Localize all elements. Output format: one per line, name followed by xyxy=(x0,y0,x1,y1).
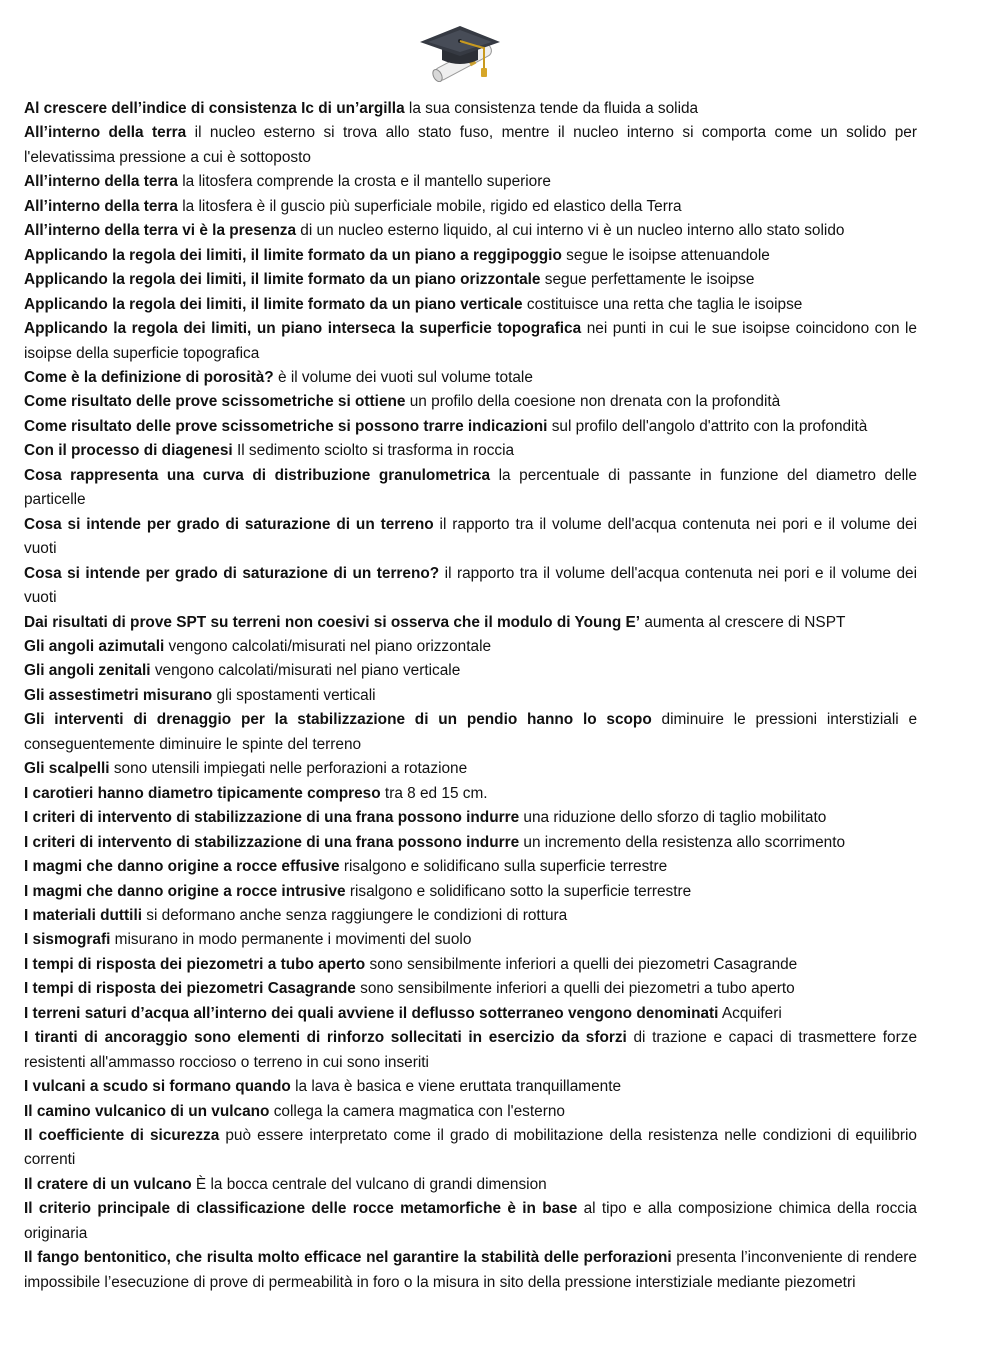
question-text: I carotieri hanno diametro tipicamente compreso xyxy=(24,784,381,802)
question-text: Applicando la regola dei limiti, un piano interseca la superficie topografica xyxy=(24,320,582,338)
answer-text: un profilo della coesione non drenata con la profondità xyxy=(405,393,781,411)
question-text: Cosa rappresenta una curva di distribuzione granulometrica xyxy=(24,466,491,484)
qa-item xyxy=(24,708,917,757)
answer-text: Acquiferi xyxy=(718,1004,782,1022)
qa-item xyxy=(24,244,917,268)
answer-text: È la bocca centrale del vulcano di grandi dimension xyxy=(191,1175,547,1193)
answer-text: presenta l’inconveniente di rendere impossibile l’esecuzione di prove di permeabilità in foro o la misura in sito della pressione interstiziale mediante piezometri xyxy=(24,1249,917,1291)
question-text: I tempi di risposta dei piezometri a tubo aperto xyxy=(24,955,366,973)
question-text: I materiali duttili xyxy=(24,906,143,924)
qa-item xyxy=(24,317,917,366)
answer-text: la sua consistenza tende da fluida a solida xyxy=(404,100,699,117)
question-text: All’interno della terra xyxy=(24,173,178,191)
answer-text: sono sensibilmente inferiori a quelli dei piezometri Casagrande xyxy=(365,955,798,973)
qa-item xyxy=(24,904,917,928)
question-text: Come è la definizione di porosità? xyxy=(24,368,274,386)
question-text: I vulcani a scudo si formano quando xyxy=(24,1078,291,1096)
qa-item xyxy=(24,366,917,390)
question-text: I sismografi xyxy=(24,931,111,949)
question-text: Gli angoli azimutali xyxy=(24,637,165,655)
question-text: I magmi che danno origine a rocce intrusive xyxy=(24,882,346,900)
question-answer-list xyxy=(24,97,917,1295)
answer-text: la litosfera comprende la crosta e il mantello superiore xyxy=(177,173,551,191)
question-text: Cosa si intende per grado di saturazione di un terreno xyxy=(24,515,434,533)
qa-item xyxy=(24,684,917,708)
answer-text: è il volume dei vuoti sul volume totale xyxy=(273,368,533,386)
answer-text: sul profilo dell'angolo d'attrito con la profondità xyxy=(547,417,868,435)
question-text: Come risultato delle prove scissometriche si ottiene xyxy=(24,393,406,411)
question-text: Gli scalpelli xyxy=(24,760,110,778)
question-text: I criteri di intervento di stabilizzazione di una frana possono indurre xyxy=(24,809,520,827)
qa-item xyxy=(24,1173,917,1197)
qa-item xyxy=(24,464,917,513)
question-text: Al crescere dell’indice di consistenza Ic di un’argilla xyxy=(24,100,405,117)
question-text: I magmi che danno origine a rocce effusive xyxy=(24,858,340,876)
question-text: Il coefficiente di sicurezza xyxy=(24,1127,220,1145)
question-text: Il criterio principale di classificazione delle rocce metamorfiche è in base xyxy=(24,1200,578,1218)
answer-text: il rapporto tra il volume dell'acqua contenuta nei pori e il volume dei vuoti xyxy=(24,564,917,607)
answer-text: sono sensibilmente inferiori a quelli dei piezometri a tubo aperto xyxy=(355,980,795,998)
answer-text: la litosfera è il guscio più superficiale mobile, rigido ed elastico della Terra xyxy=(177,197,682,215)
question-text: Come risultato delle prove scissometriche si possono trarre indicazioni xyxy=(24,417,548,435)
qa-item xyxy=(24,757,917,781)
qa-item xyxy=(24,268,917,292)
answer-text: può essere interpretato come il grado di mobilitazione della resistenza nelle condizioni di equilibrio correnti xyxy=(24,1127,917,1169)
graduation-cap-icon xyxy=(418,22,502,82)
question-text: All’interno della terra xyxy=(24,124,187,142)
question-text: Il fango bentonitico, che risulta molto efficace nel garantire la stabilità delle perforazioni xyxy=(24,1249,672,1267)
answer-text: tra 8 ed 15 cm. xyxy=(380,784,488,802)
answer-text: gli spostamenti verticali xyxy=(212,686,376,704)
answer-text: diminuire le pressioni interstiziali e conseguentemente diminuire le spinte del terreno xyxy=(24,711,917,753)
answer-text: risalgono e solidificano sotto la superficie terrestre xyxy=(345,882,692,900)
question-text: Il camino vulcanico di un vulcano xyxy=(24,1102,270,1120)
qa-item xyxy=(24,1124,917,1173)
question-text: Cosa si intende per grado di saturazione di un terreno? xyxy=(24,564,440,582)
question-text: I criteri di intervento di stabilizzazione di una frana possono indurre xyxy=(24,833,520,851)
answer-text: collega la camera magmatica con l'esterno xyxy=(269,1102,565,1120)
answer-text: aumenta al crescere di NSPT xyxy=(640,613,846,631)
qa-item xyxy=(24,439,917,463)
question-text: Il cratere di un vulcano xyxy=(24,1175,192,1193)
question-text: I tempi di risposta dei piezometri Casagrande xyxy=(24,980,356,998)
question-text: All’interno della terra xyxy=(24,197,178,215)
question-text: Applicando la regola dei limiti, il limite formato da un piano a reggipoggio xyxy=(24,246,562,264)
answer-text: costituisce una retta che taglia le isoipse xyxy=(522,295,803,313)
qa-item xyxy=(24,635,917,659)
answer-text: vengono calcolati/misurati nel piano orizzontale xyxy=(164,637,492,655)
question-text: Dai risultati di prove SPT su terreni non coesivi si osserva che il modulo di Young E’ xyxy=(24,613,641,631)
qa-item xyxy=(24,1100,917,1124)
qa-item xyxy=(24,219,917,243)
answer-text: risalgono e solidificano sulla superficie terrestre xyxy=(339,858,668,876)
qa-item xyxy=(24,1246,917,1295)
answer-text: un incremento della resistenza allo scorrimento xyxy=(519,833,846,851)
answer-text: la percentuale di passante in funzione del diametro delle particelle xyxy=(24,466,917,509)
qa-item xyxy=(24,855,917,879)
question-text: Applicando la regola dei limiti, il limite formato da un piano verticale xyxy=(24,295,523,313)
qa-item xyxy=(24,121,917,170)
answer-text: si deformano anche senza raggiungere le condizioni di rottura xyxy=(142,906,568,924)
qa-item xyxy=(24,831,917,855)
answer-text: nei punti in cui le sue isoipse coincidono con le isoipse della superficie topografica xyxy=(24,320,917,362)
answer-text: una riduzione dello sforzo di taglio mobilitato xyxy=(519,809,827,827)
answer-text: Il sedimento sciolto si trasforma in roccia xyxy=(232,442,515,460)
qa-item xyxy=(24,1075,917,1099)
answer-text: segue perfettamente le isoipse xyxy=(540,271,755,289)
qa-item xyxy=(24,415,917,439)
qa-item xyxy=(24,170,917,194)
qa-item xyxy=(24,928,917,952)
question-text: Con il processo di diagenesi xyxy=(24,442,233,460)
answer-text: al tipo e alla composizione chimica della roccia originaria xyxy=(24,1200,917,1242)
qa-item xyxy=(24,293,917,317)
qa-item xyxy=(24,1197,917,1246)
answer-text: il nucleo esterno si trova allo stato fuso, mentre il nucleo interno si comporta come un solido per l'elevatissima pressione a cui è sottoposto xyxy=(24,124,917,166)
answer-text: la lava è basica e viene eruttata tranquillamente xyxy=(290,1078,622,1096)
answer-text: di trazione e capaci di trasmettere forze resistenti all'ammasso roccioso o terreno in cui sono inseriti xyxy=(24,1029,918,1071)
qa-item xyxy=(24,97,917,121)
question-text: Applicando la regola dei limiti, il limite formato da un piano orizzontale xyxy=(24,271,541,289)
qa-item xyxy=(24,195,917,219)
qa-item xyxy=(24,1026,917,1075)
answer-text: vengono calcolati/misurati nel piano verticale xyxy=(150,662,461,680)
qa-item xyxy=(24,1002,917,1026)
question-text: I terreni saturi d’acqua all’interno dei quali avviene il deflusso sotterraneo vengono denominati xyxy=(24,1004,719,1022)
question-text: Gli interventi di drenaggio per la stabilizzazione di un pendio hanno lo scopo xyxy=(24,711,652,729)
answer-text: segue le isoipse attenuandole xyxy=(561,246,770,264)
question-text: All’interno della terra vi è la presenza xyxy=(24,222,297,240)
qa-item xyxy=(24,806,917,830)
question-text: Gli assestimetri misurano xyxy=(24,686,213,704)
answer-text: il rapporto tra il volume dell'acqua contenuta nei pori e il volume dei vuoti xyxy=(24,515,917,558)
qa-item xyxy=(24,513,917,562)
qa-item xyxy=(24,782,917,806)
qa-item xyxy=(24,562,917,611)
qa-item xyxy=(24,390,917,414)
qa-item xyxy=(24,953,917,977)
question-text: I tiranti di ancoraggio sono elementi di rinforzo sollecitati in esercizio da sforzi xyxy=(24,1029,627,1047)
answer-text: misurano in modo permanente i movimenti del suolo xyxy=(110,931,472,949)
answer-text: sono utensili impiegati nelle perforazioni a rotazione xyxy=(109,760,468,778)
qa-item xyxy=(24,977,917,1001)
answer-text: di un nucleo esterno liquido, al cui interno vi è un nucleo interno allo stato solido xyxy=(296,222,845,240)
qa-item xyxy=(24,611,917,635)
qa-item xyxy=(24,659,917,683)
question-text: Gli angoli zenitali xyxy=(24,662,151,680)
qa-item xyxy=(24,880,917,904)
